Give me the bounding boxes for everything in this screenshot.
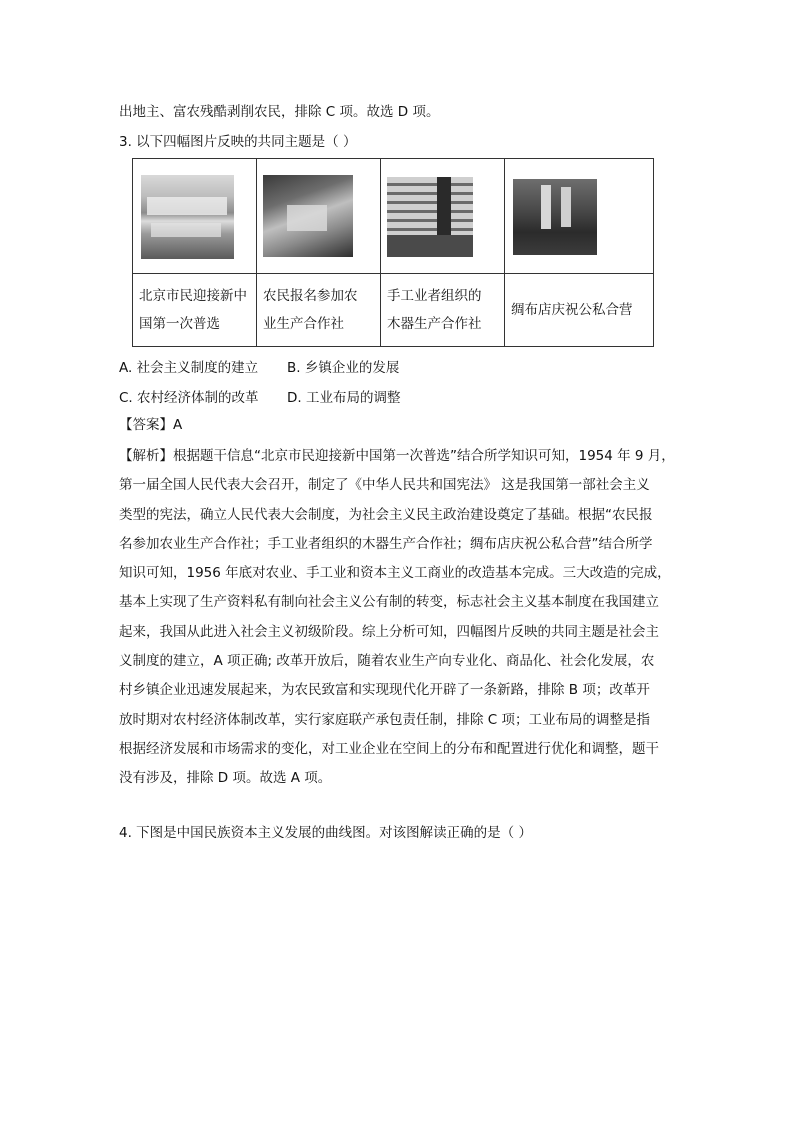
caption-1 (133, 274, 257, 347)
analysis-line: 名参加农业生产合作社；手工业者组织的木器生产合作社；绸布店庆祝公私合营”结合所学 (119, 535, 653, 552)
photo-cell-2 (257, 159, 381, 274)
photo-cell-1 (133, 159, 257, 274)
analysis-line: 放时期对农村经济体制改革，实行家庭联产承包责任制，排除 C 项；工业布局的调整是指 (119, 711, 651, 728)
caption-2-line-2: 业生产合作社 (263, 316, 344, 332)
analysis-paragraph (119, 442, 684, 794)
caption-3-line-2: 木器生产合作社 (387, 316, 482, 332)
analysis-line: 义制度的建立，A 项正确; 改革开放后，随着农业生产向专业化、商品化、社会化发展，农 (119, 653, 655, 670)
caption-4 (505, 274, 654, 347)
caption-2-line-1: 农民报名参加农 (263, 288, 358, 304)
analysis-line: 基本上实现了生产资料私有制向社会主义公有制的转变，标志社会主义基本制度在我国建立 (119, 594, 659, 611)
option-b: B. 乡镇企业的发展 (287, 360, 400, 376)
caption-1-line-2: 国第一次普选 (139, 316, 220, 332)
option-c: C. 农村经济体制的改革 (119, 390, 259, 406)
photo-store-celebration (513, 179, 597, 255)
analysis-line: 【解析】根据题干信息“北京市民迎接新中国第一次普选”结合所学知识可知，1954 年 9 月， (119, 448, 675, 464)
photo-wood-cooperative (387, 177, 473, 257)
previous-analysis-tail: 出地主、富农残酷剥削农民，排除 C 项。故选 D 项。 (119, 104, 440, 120)
analysis-line: 知识可知，1956 年底对农业、手工业和资本主义工商业的改造基本完成。三大改造的完成， (119, 565, 671, 582)
photo-farmers-registering (263, 175, 353, 257)
option-d: D. 工业布局的调整 (287, 390, 401, 406)
analysis-line: 根据经济发展和市场需求的变化，对工业企业在空间上的分布和配置进行优化和调整，题干 (119, 740, 659, 757)
caption-2 (257, 274, 381, 347)
option-a: A. 社会主义制度的建立 (119, 360, 259, 376)
analysis-line: 类型的宪法，确立人民代表大会制度，为社会主义民主政治建设奠定了基础。根据“农民报 (119, 506, 653, 523)
caption-3-line-1: 手工业者组织的 (387, 288, 482, 304)
photo-election-celebration (141, 175, 234, 259)
caption-1-line-1: 北京市民迎接新中 (139, 288, 247, 304)
photo-cell-3 (381, 159, 505, 274)
analysis-line: 村乡镇企业迅速发展起来，为农民致富和实现现代化开辟了一条新路，排除 B 项；改革开 (119, 682, 650, 699)
analysis-line: 起来，我国从此进入社会主义初级阶段。综上分析可知，四幅图片反映的共同主题是社会主 (119, 623, 659, 640)
answer-line: 【答案】A (119, 417, 183, 433)
question-3-stem: 3. 以下四幅图片反映的共同主题是（ ） (119, 134, 357, 150)
question-3-image-table (132, 158, 654, 347)
analysis-line: 没有涉及，排除 D 项。故选 A 项。 (119, 770, 332, 787)
question-4-stem: 4. 下图是中国民族资本主义发展的曲线图。对该图解读正确的是（ ） (119, 825, 532, 841)
photo-cell-4 (505, 159, 654, 274)
analysis-line: 第一届全国人民代表大会召开，制定了《中华人民共和国宪法》 这是我国第一部社会主义 (119, 477, 650, 494)
caption-3 (381, 274, 505, 347)
caption-4-line-1: 绸布店庆祝公私合营 (511, 302, 633, 318)
